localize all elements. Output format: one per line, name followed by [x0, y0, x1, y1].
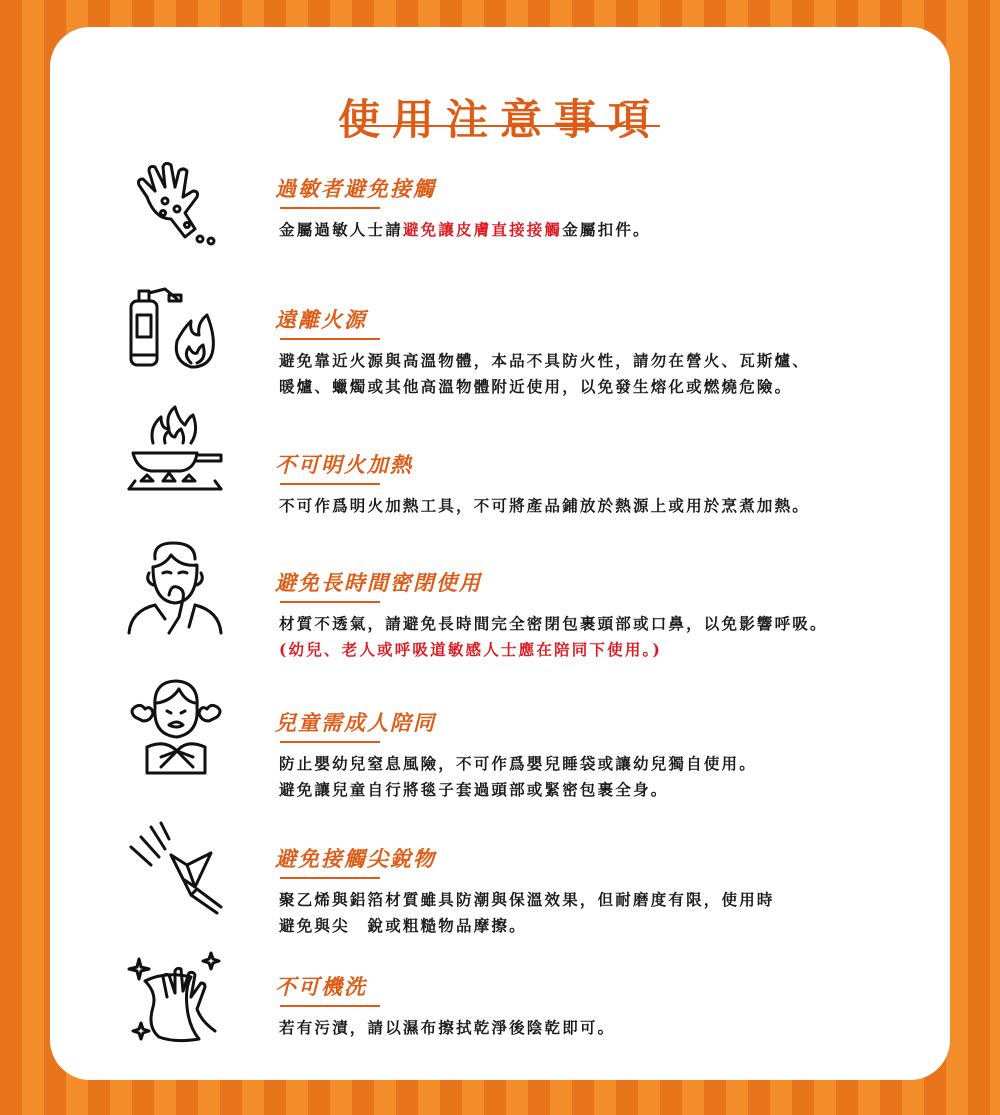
item-heading: 兒童需成人陪同 [275, 710, 436, 735]
desc-text: 金屬扣件。 [562, 220, 651, 239]
item-heading: 避免接觸尖銳物 [275, 846, 436, 871]
desc-emphasis: 避免讓皮膚直接接觸 [402, 220, 563, 239]
item-heading: 不可機洗 [275, 974, 367, 999]
desc-line: 避免與尖 銳或粗糙物品摩擦。 [279, 916, 527, 935]
desc-line: 若有污漬，請以濕布擦拭乾淨後陰乾即可。 [279, 1018, 616, 1037]
heading-underline [280, 207, 380, 209]
item-heading: 避免長時間密閉使用 [275, 570, 482, 595]
notice-card [50, 27, 950, 1080]
desc-line: 不可作爲明火加熱工具，不可將產品鋪放於熱源上或用於烹煮加熱。 [279, 496, 811, 515]
allergy-hand-icon [125, 157, 225, 257]
item-heading: 不可明火加熱 [275, 452, 413, 477]
fire-extinguisher-icon [125, 275, 225, 375]
desc-line: 聚乙烯與鋁箔材質雖具防潮與保溫效果，但耐磨度有限，使用時 [279, 890, 775, 909]
item-description [279, 887, 910, 939]
choking-child-icon [125, 677, 225, 777]
heading-underline [280, 1005, 380, 1007]
desc-line: 避免靠近火源與高溫物體，本品不具防火性，請勿在營火、瓦斯爐、 [279, 351, 811, 370]
desc-line: 材質不透氣，請避免長時間完全密閉包裹頭部或口鼻，以免影響呼吸。 [279, 614, 828, 633]
item-description [279, 493, 910, 519]
desc-line: 避免讓兒童自行將毯子套過頭部或緊密包裹全身。 [279, 780, 669, 799]
item-description [279, 1015, 910, 1041]
desc-warning-line: (幼兒、老人或呼吸道敏感人士應在陪同下使用。) [279, 640, 663, 659]
person-covering-nose-icon [125, 537, 225, 637]
desc-text: 金屬過敏人士請 [279, 220, 403, 239]
title-underline [340, 125, 660, 127]
pan-on-flame-icon [125, 403, 225, 503]
heading-underline [280, 483, 380, 485]
heading-underline [280, 338, 380, 340]
item-description [279, 348, 910, 400]
item-description [279, 751, 910, 803]
page-title: 使用注意事項 [337, 95, 662, 144]
item-heading: 過敏者避免接觸 [275, 176, 436, 201]
heading-underline [280, 877, 380, 879]
sharp-object-icon [125, 817, 225, 917]
desc-line: 暖爐、蠟燭或其他高溫物體附近使用，以免發生熔化或燃燒危險。 [279, 377, 793, 396]
desc-line: 防止嬰幼兒窒息風險，不可作爲嬰兒睡袋或讓幼兒獨自使用。 [279, 754, 757, 773]
item-heading: 遠離火源 [275, 307, 367, 332]
hand-wipe-cloth-icon [125, 947, 225, 1047]
item-description [279, 217, 910, 243]
heading-underline [280, 601, 380, 603]
item-description [279, 611, 910, 663]
heading-underline [280, 741, 380, 743]
